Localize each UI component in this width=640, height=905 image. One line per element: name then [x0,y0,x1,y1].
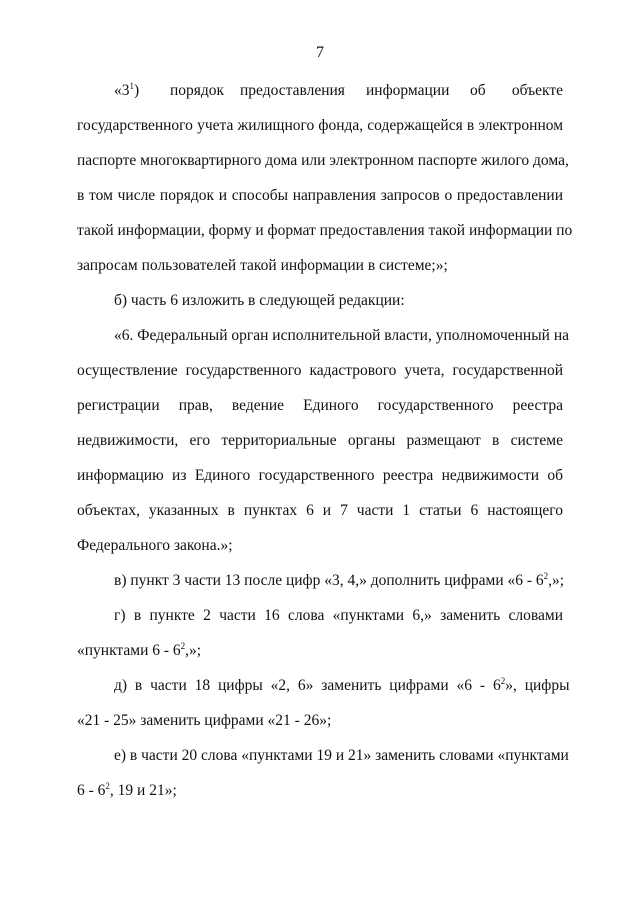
text-line: осуществление государственного кадастрового учета, государственной [77,362,563,379]
text-line: недвижимости, его территориальные органы размещают в системе [77,432,563,449]
text-line: г) в пункте 2 части 16 слова «пунктами 6,» заменить словами [114,607,563,624]
text-line: информацию из Единого государственного реестра недвижимости об [77,467,563,484]
text-line: б) часть 6 изложить в следующей редакции: [114,292,405,309]
word: об [470,82,486,99]
word: объекте [511,82,563,99]
text-line: в том числе порядок и способы направления запросов о предоставлении [77,187,563,204]
text-line: регистрации прав, ведение Единого государственного реестра [77,397,563,414]
word: порядок [170,82,225,99]
text-line: государственного учета жилищного фонда, содержащейся в электронном [77,117,563,134]
text-line: «6. Федеральный орган исполнительной власти, уполномоченный на [114,327,569,344]
text-line: паспорте многоквартирного дома или электронном паспорте жилого дома, [77,152,569,169]
text-line: $6 - 6^2$, 19 и 21»; [77,781,177,799]
text-line: «пунктами $6 - 6^2$,»; [77,641,202,659]
text-line: «21 - 25» заменить цифрами «21 - 26»; [77,712,332,729]
text-line: Федерального закона.»; [77,537,233,554]
text-line: в) пункт 3 части 13 после цифр «3, 4,» дополнить цифрами «$6 - 6^2$,»; [114,571,565,589]
word: информации [366,82,450,99]
text-line: такой информации, форму и формат предоставления такой информации по [77,222,573,239]
page-number: 7 [316,44,324,61]
text-line: д) в части 18 цифры «2, 6» заменить цифрами «$6 - 6^2$», цифры [114,676,570,694]
text-line: объектах, указанных в пунктах 6 и 7 части 1 статьи 6 настоящего [77,502,563,519]
text-line [114,81,563,101]
line-fragment: «$3^1$) [114,81,140,99]
text-line: е) в части 20 слова «пунктами 19 и 21» заменить словами «пунктами [114,747,569,764]
word: предоставления [240,82,345,99]
text-line: запросам пользователей такой информации в системе;»; [77,257,448,274]
